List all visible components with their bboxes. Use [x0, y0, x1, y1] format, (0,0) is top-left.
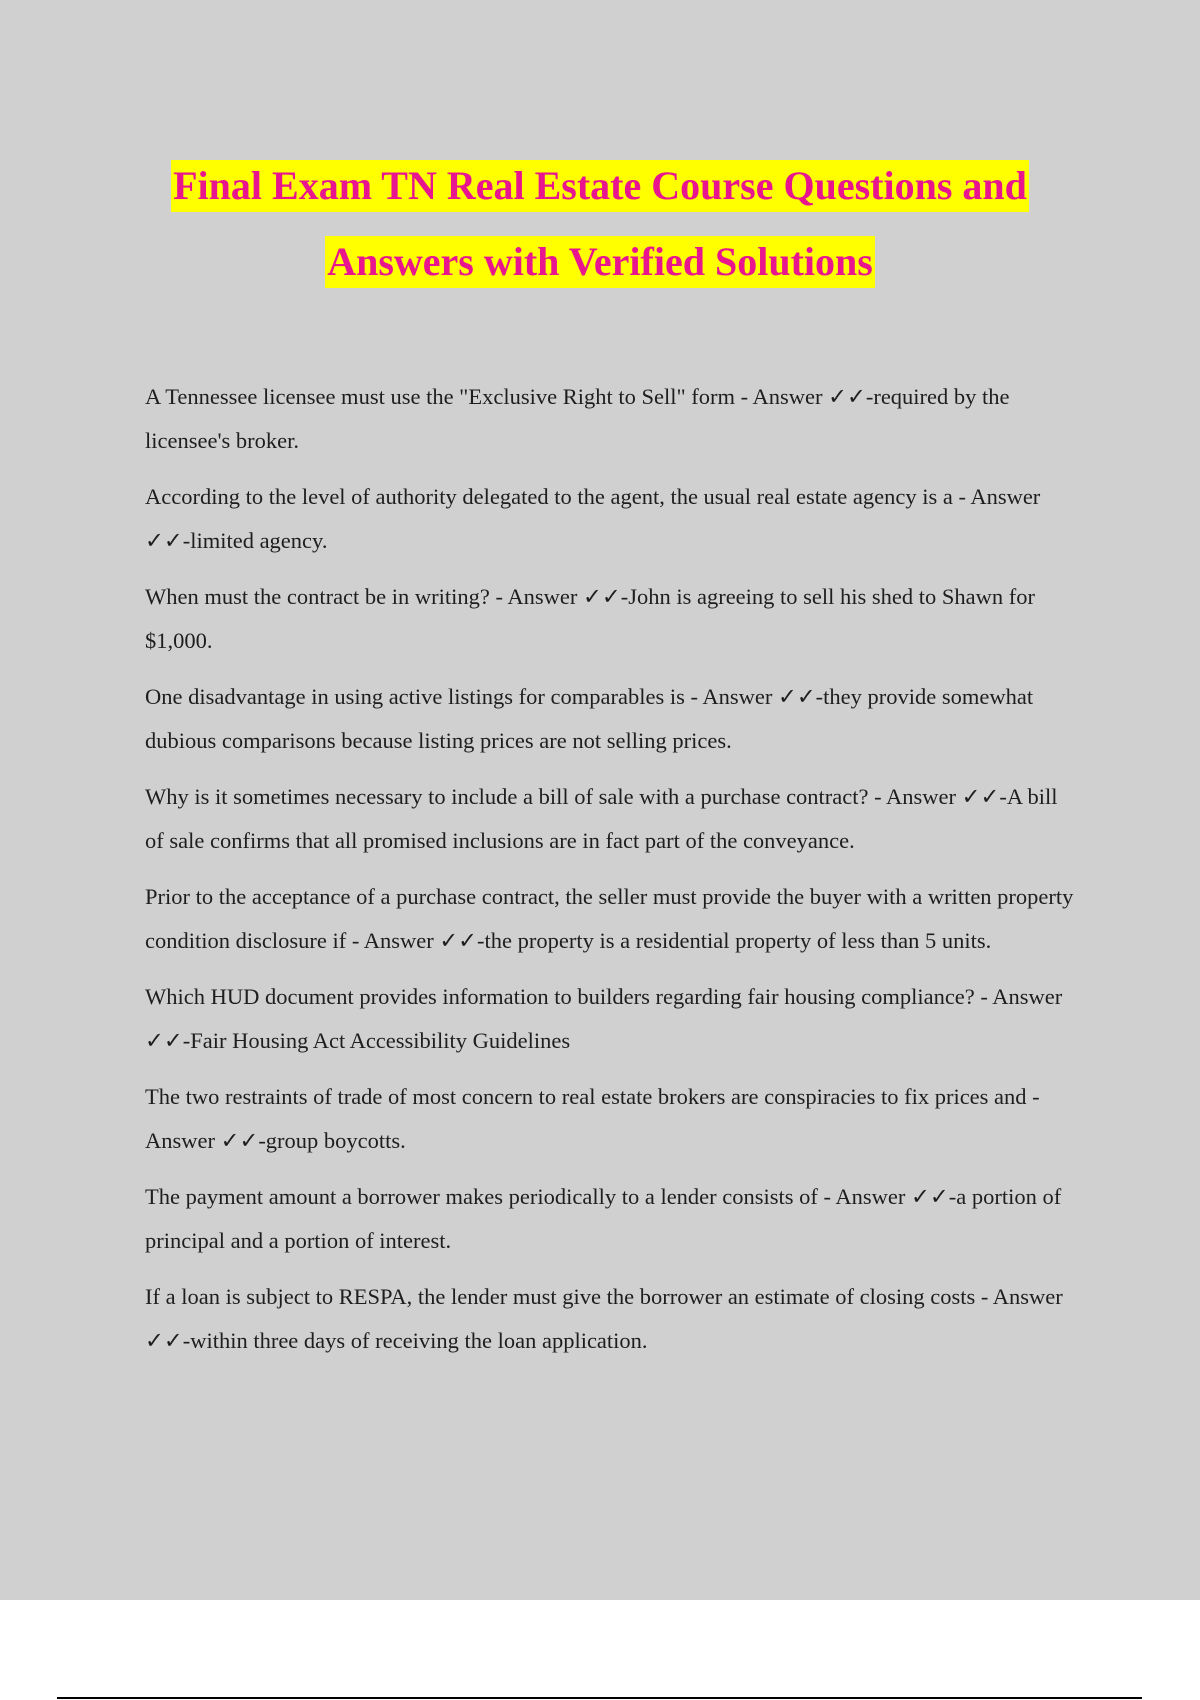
qa-item: Why is it sometimes necessary to include a bill of sale with a purchase contract? - Answer ✓✓-A bill of sale confirms that all promised inclusions are in fact part of the conveyance. [145, 784, 1058, 853]
qa-item: A Tennessee licensee must use the "Exclusive Right to Sell" form - Answer ✓✓-required by the licensee's broker. [145, 384, 1010, 453]
title-line-1: Final Exam TN Real Estate Course Questions and [171, 160, 1029, 212]
qa-item: One disadvantage in using active listings for comparables is - Answer ✓✓-they provide somewhat dubious comparisons because listing prices are not selling prices. [145, 684, 1034, 753]
qa-item: If a loan is subject to RESPA, the lender must give the borrower an estimate of closing costs - Answer ✓✓-within three days of receiving the loan application. [145, 1284, 1063, 1353]
qa-item: Prior to the acceptance of a purchase contract, the seller must provide the buyer with a written property condition disclosure if - Answer ✓✓-the property is a residential property of less than 5 units. [145, 884, 1074, 953]
qa-item: When must the contract be in writing? - Answer ✓✓-John is agreeing to sell his shed to Shawn for $1,000. [145, 584, 1036, 653]
footer-divider [57, 1697, 1142, 1699]
title-line-2: Answers with Verified Solutions [325, 236, 875, 288]
qa-list [145, 375, 1080, 1375]
qa-item: The payment amount a borrower makes periodically to a lender consists of - Answer ✓✓-a portion of principal and a portion of interest. [145, 1184, 1062, 1253]
qa-item: Which HUD document provides information to builders regarding fair housing compliance? - Answer ✓✓-Fair Housing Act Accessibility Guidelines [145, 984, 1063, 1053]
title-spacer [0, 212, 1200, 236]
qa-item: The two restraints of trade of most concern to real estate brokers are conspiracies to fix prices and - Answer ✓✓-group boycotts. [145, 1084, 1040, 1153]
document-title [0, 160, 1200, 288]
qa-item: According to the level of authority delegated to the agent, the usual real estate agency is a - Answer ✓✓-limited agency. [145, 484, 1041, 553]
